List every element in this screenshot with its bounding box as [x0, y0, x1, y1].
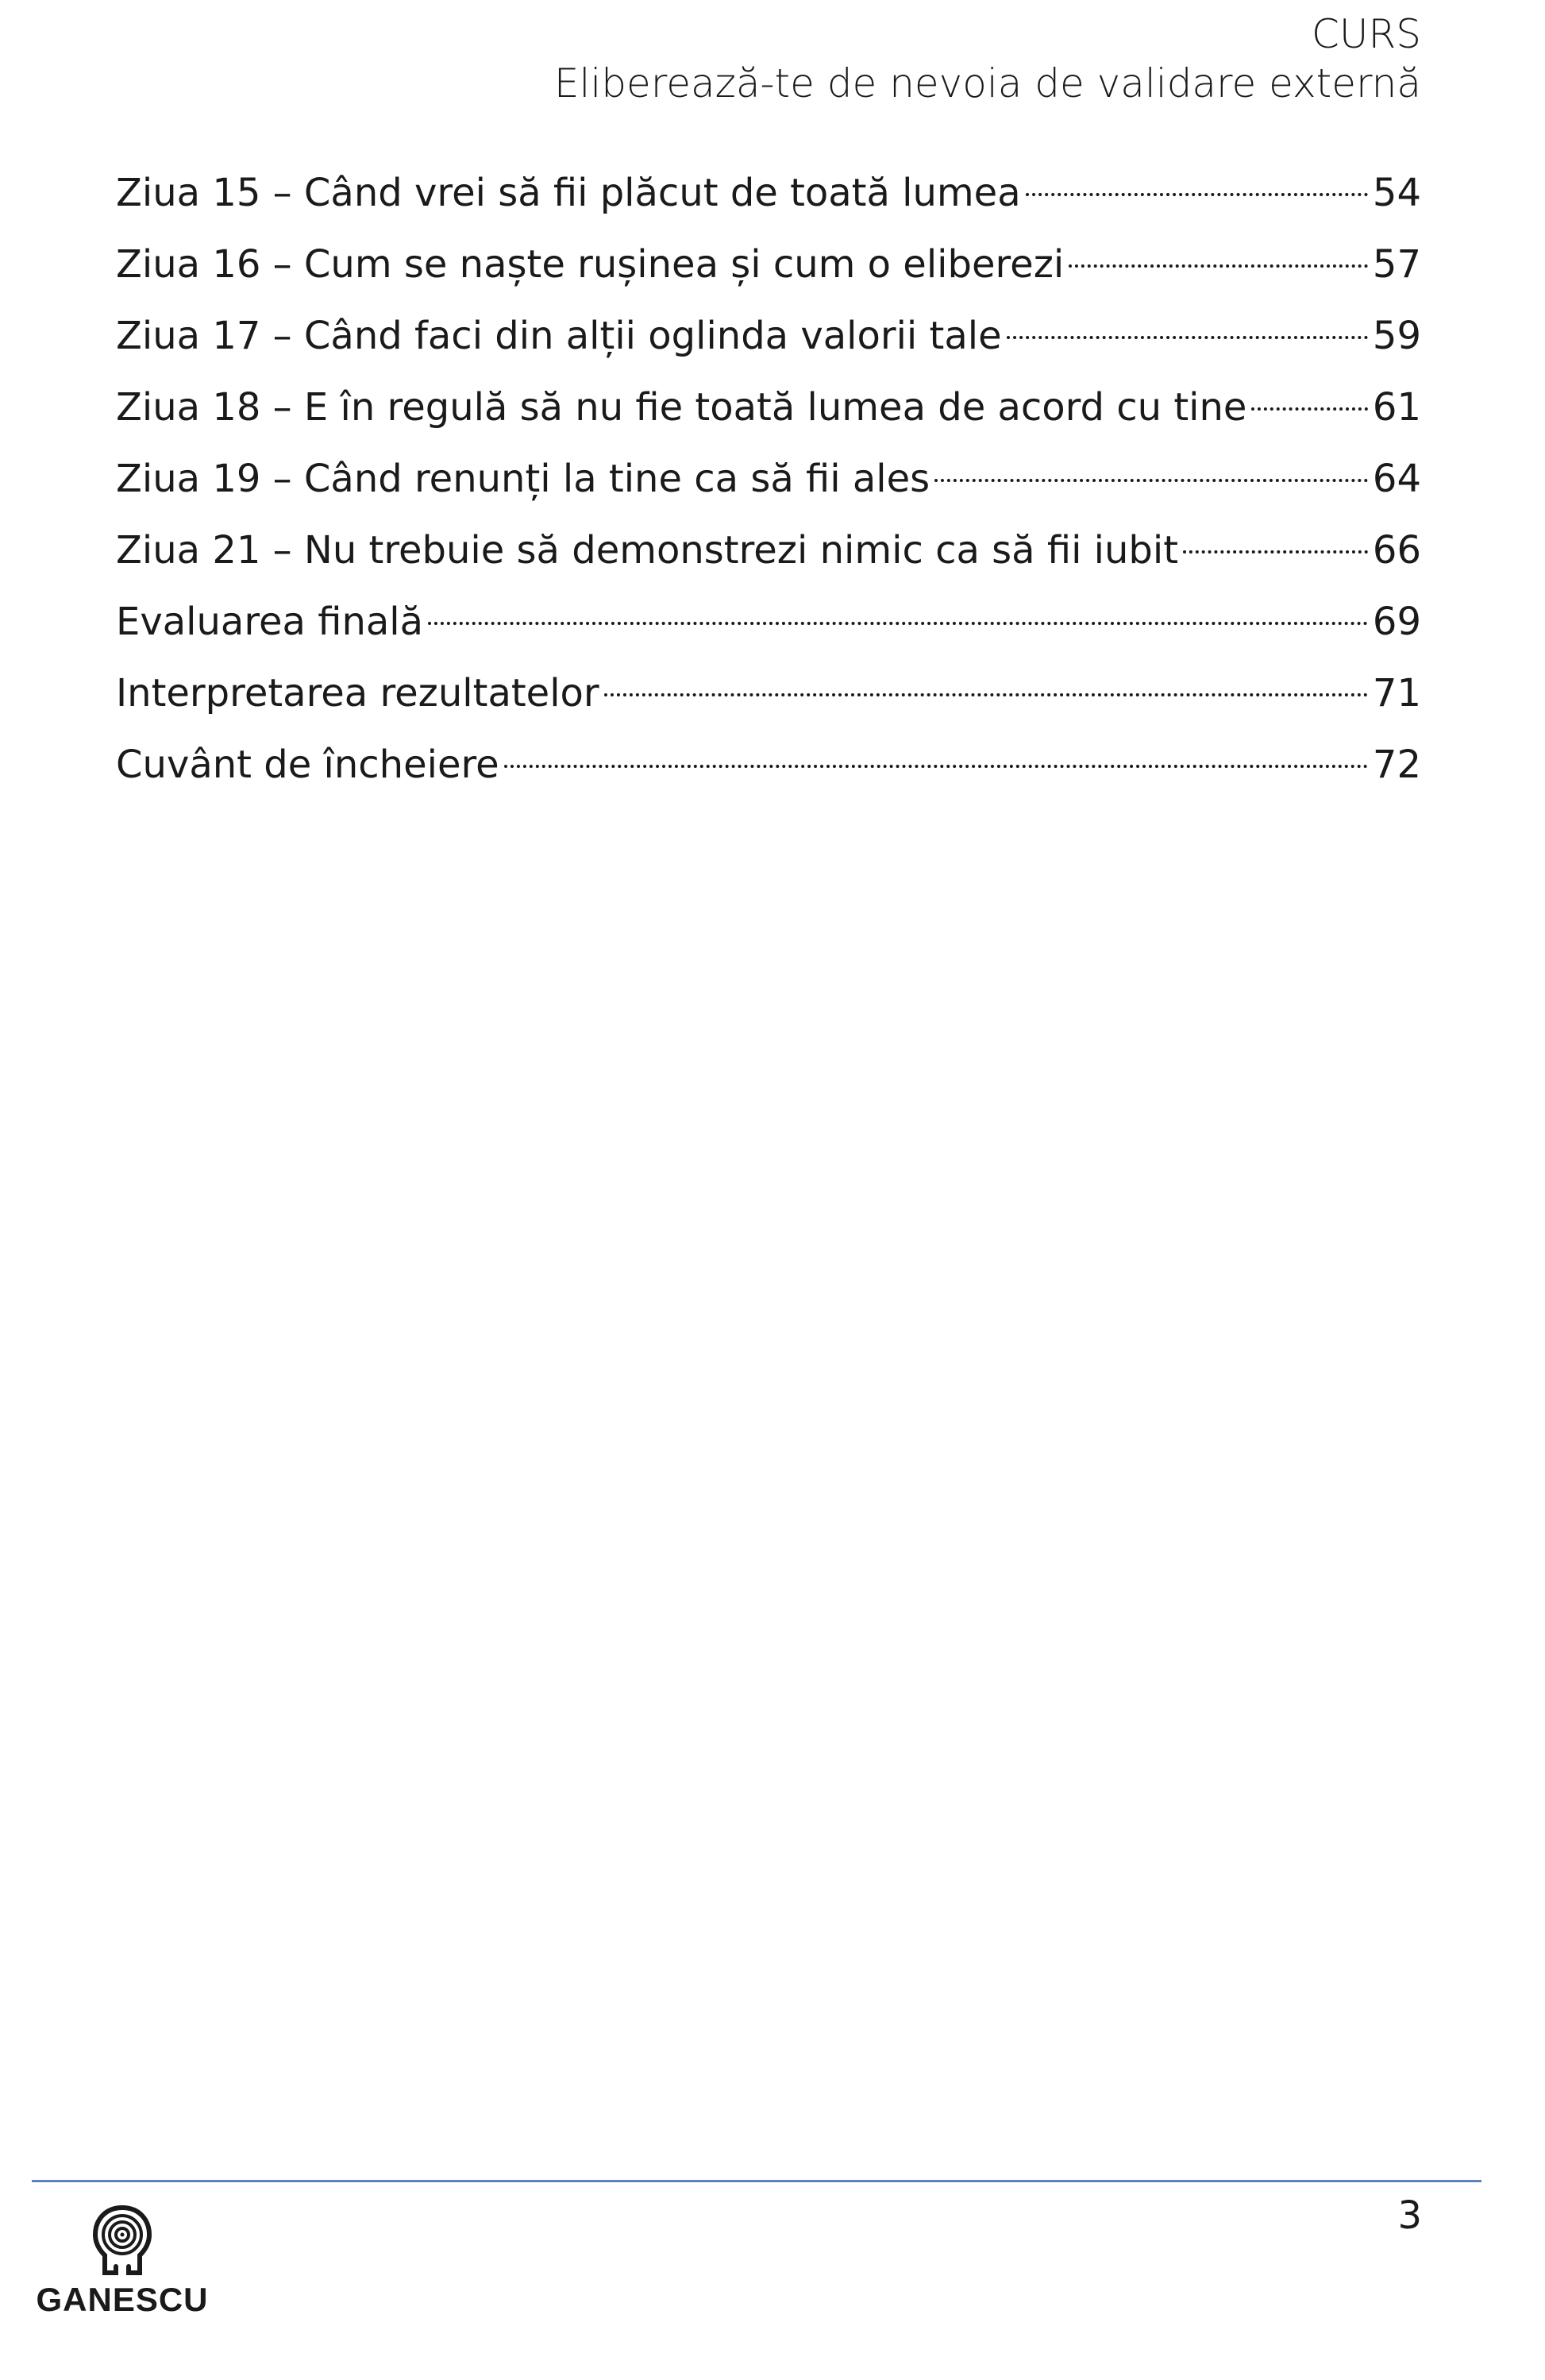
toc-dot-leader [1069, 264, 1368, 268]
toc-dot-leader [1183, 550, 1368, 554]
toc-entry[interactable] [116, 372, 1421, 443]
toc-entry-title: Evaluarea finală [116, 600, 424, 644]
toc-entry-title: Ziua 18 – E în regulă să nu fie toată lumea de acord cu tine [116, 385, 1247, 430]
toc-dot-leader [1026, 193, 1368, 196]
toc-dot-leader [504, 765, 1368, 768]
ganescu-logo [35, 2204, 210, 2319]
toc-entry-page: 64 [1372, 457, 1421, 501]
toc-entry[interactable] [116, 586, 1421, 658]
toc-entry[interactable] [116, 157, 1421, 229]
toc-entry[interactable] [116, 729, 1421, 800]
toc-entry[interactable] [116, 229, 1421, 300]
toc-entry-title: Interpretarea rezultatelor [116, 671, 599, 716]
toc-dot-leader [428, 622, 1368, 625]
course-title: Eliberează-te de nevoia de validare externă [553, 60, 1421, 106]
page-number: 3 [1397, 2193, 1422, 2238]
toc-entry-title: Ziua 21 – Nu trebuie să demonstrezi nimic ca să fii iubit [116, 528, 1179, 573]
toc-entry[interactable] [116, 300, 1421, 372]
toc-entry-title: Ziua 15 – Când vrei să fii plăcut de toată lumea [116, 171, 1021, 215]
toc-entry-page: 69 [1372, 600, 1421, 644]
toc-entry-page: 72 [1372, 743, 1421, 787]
toc-entry-page: 57 [1372, 242, 1421, 287]
toc-entry-page: 61 [1372, 385, 1421, 430]
toc-entry-title: Ziua 19 – Când renunți la tine ca să fii ales [116, 457, 930, 501]
toc-entry-title: Ziua 17 – Când faci din alții oglinda valorii tale [116, 314, 1002, 358]
toc-entry[interactable] [116, 658, 1421, 729]
toc-entry-page: 54 [1372, 171, 1421, 215]
head-spiral-icon [84, 2204, 160, 2276]
toc-entry-page: 71 [1372, 671, 1421, 716]
toc-entry-page: 66 [1372, 528, 1421, 573]
toc-entry-title: Cuvânt de încheiere [116, 743, 499, 787]
toc-dot-leader [604, 693, 1368, 696]
running-header [554, 10, 1421, 108]
table-of-contents [116, 157, 1421, 800]
toc-dot-leader [1251, 407, 1367, 411]
toc-entry[interactable] [116, 443, 1421, 515]
footer-divider [32, 2180, 1481, 2182]
toc-entry[interactable] [116, 515, 1421, 586]
toc-dot-leader [934, 479, 1368, 482]
course-label: CURS [1312, 11, 1421, 57]
toc-entry-title: Ziua 16 – Cum se naște rușinea și cum o eliberezi [116, 242, 1065, 287]
toc-entry-page: 59 [1372, 314, 1421, 358]
logo-wordmark: GANESCU [36, 2281, 209, 2318]
toc-dot-leader [1007, 336, 1368, 339]
